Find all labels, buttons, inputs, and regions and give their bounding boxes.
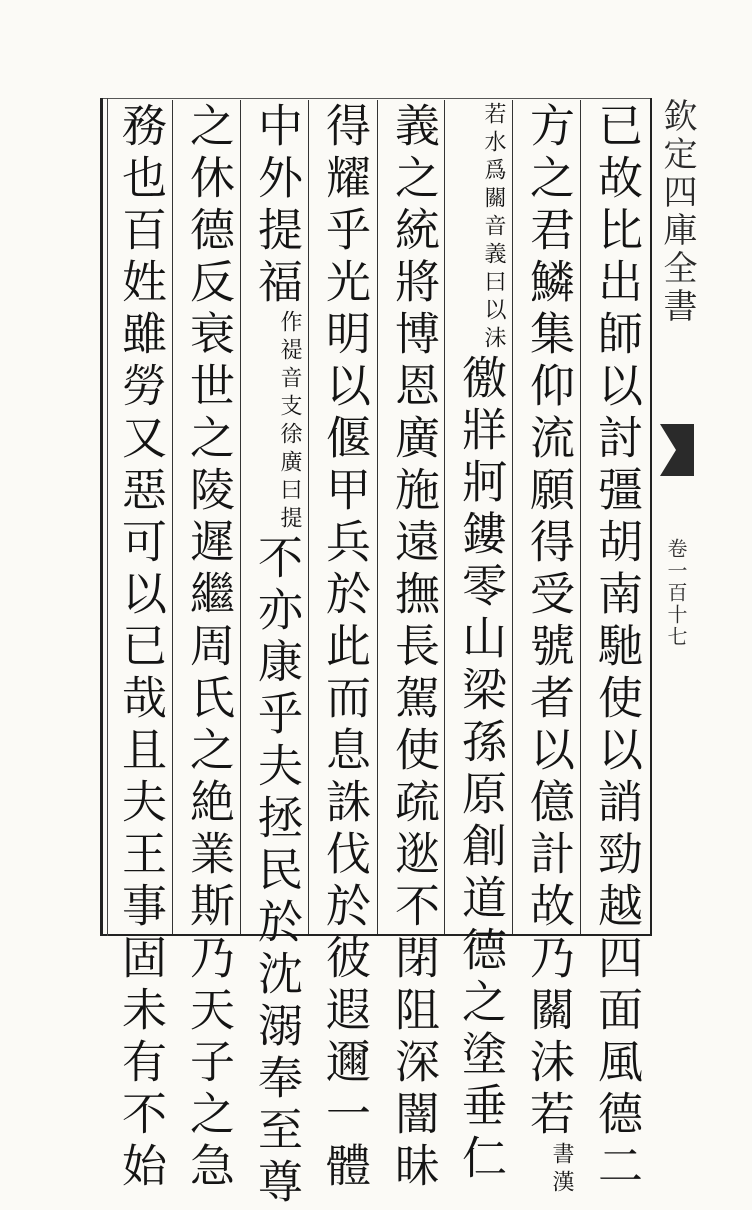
column-rule [377, 100, 378, 934]
note-line-left: 若水爲關 [481, 102, 506, 214]
main-text: 之休德反衰世之陵遲繼周氏之絶業斯乃天子之急 [182, 102, 235, 1194]
text-column-3 [454, 102, 506, 1186]
note-line-left: 書 [549, 1142, 574, 1170]
fore-edge-margin [652, 98, 702, 936]
text-column-4 [387, 102, 439, 1194]
commentary-note [480, 102, 506, 354]
commentary-note [548, 1142, 574, 1198]
text-column-7 [182, 102, 234, 1194]
frame-top-line [100, 98, 652, 99]
main-text: 方之君鱗集仰流願得受號者以億計故乃關沬若 [522, 102, 575, 1142]
text-column-2 [522, 102, 574, 1198]
column-rule [444, 100, 445, 934]
frame-left-inner-line [107, 98, 108, 936]
column-rule [240, 100, 241, 934]
volume-number: 卷一百十七 [664, 538, 688, 648]
commentary-note [276, 310, 302, 534]
text-column-5 [318, 102, 370, 1194]
text-column-1 [590, 102, 642, 1194]
main-text: 得耀乎光明以偃甲兵於此而息誅伐於彼遐邇一體 [318, 102, 371, 1194]
note-line-right: 漢 [549, 1170, 574, 1198]
note-line-right: 音義曰以沬 [481, 214, 506, 354]
book-title: 欽定四庫全書 [657, 98, 697, 326]
column-rule [172, 100, 173, 934]
main-text: 中外提福 [250, 102, 303, 310]
main-text: 不亦康乎夫拯民於沈溺奉至尊 [250, 534, 303, 1210]
note-line-left: 作禔音支 [277, 310, 302, 422]
column-rule [308, 100, 309, 934]
fish-tail-mark-icon [658, 420, 696, 480]
main-text: 已故比出師以討彊胡南馳使以誚勁越四面風德二 [590, 102, 643, 1194]
text-column-6 [250, 102, 302, 1210]
frame-left-line [100, 98, 103, 936]
text-column-8 [114, 102, 166, 1194]
main-text: 徼牂牁鏤零山梁孫原創道德之塗垂仁 [454, 354, 507, 1186]
column-rule [580, 100, 581, 934]
note-line-right: 徐廣曰提 [277, 422, 302, 534]
main-text: 義之統將博恩廣施遠撫長駕使疏逖不閉阻深闇昧 [387, 102, 440, 1194]
main-text: 務也百姓雖勞又惡可以已哉且夫王事固未有不始 [114, 102, 167, 1194]
column-rule [512, 100, 513, 934]
